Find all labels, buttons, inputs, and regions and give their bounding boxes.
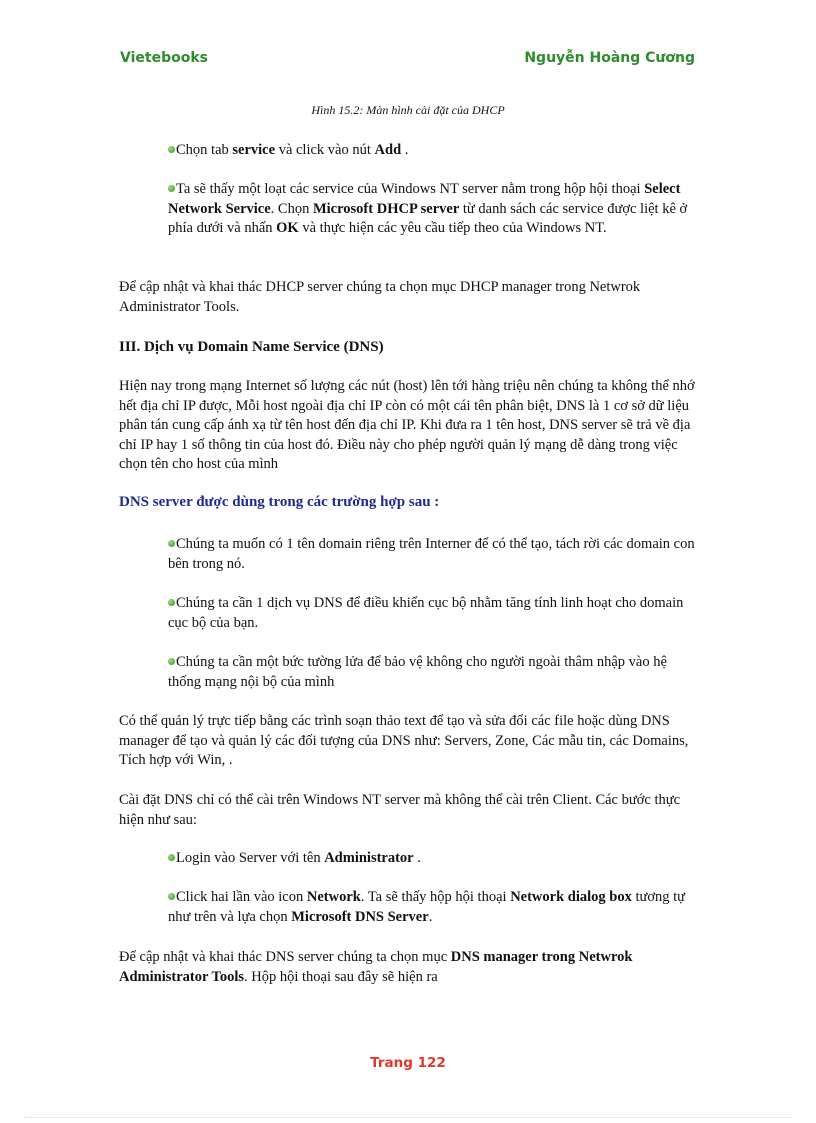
bullet-network: Click hai lần vào icon Network. Ta sẽ thấy hộp hội thoại Network dialog box tương tự như trên và lựa chọn Microsoft DNS Server.	[168, 889, 686, 925]
paragraph-dns-intro: Hiện nay trong mạng Internet số lượng các nút (host) lên tới hàng triệu nên chúng ta không thể nhớ hết địa chỉ IP được, Mỗi host ngoài địa chỉ IP còn có một cái tên phân biệt, DNS là 1 cơ sở dữ liệu phân tán cung cấp ánh xạ từ tên host đến địa chỉ IP. Khi đưa ra 1 tên host, DNS server sẽ trả về địa chỉ IP hay 1 số thông tin của host đó. Điều này cho phép người quản lý mạng dễ dàng trong việc chọn tên cho host của mình	[119, 378, 695, 473]
bullet-icon	[168, 540, 175, 547]
bullet-icon	[168, 146, 175, 153]
bullet-login: Login vào Server với tên Administrator .	[168, 849, 702, 869]
paragraph-dns-manage: Có thể quản lý trực tiếp bằng các trình soạn thảo text để tạo và sửa đổi các file hoặc dùng DNS manager để tạo và quản lý các đối tượng của DNS như: Servers, Zone, Các mẫu tin, các Domains, Tích hợp với Win, .	[119, 713, 689, 769]
bullet-select-service: Ta sẽ thấy một loạt các service của Windows NT server nằm trong hộp hội thoại Select Network Service. Chọn Microsoft DHCP server từ danh sách các service được liệt kê ở phía dưới và nhấn OK và thực hiện các yêu cầu tiếp theo của Windows NT.	[168, 181, 688, 237]
header-right: Nguyễn Hoàng Cương	[524, 50, 695, 66]
dns-item: Chúng ta muốn có 1 tên domain riêng trên Interner để có thể tạo, tách rời các domain con bên trong nó.	[168, 536, 695, 572]
paragraph-dns-manager: Để cập nhật và khai thác DNS server chúng ta chọn mục DNS manager trong Netwrok Administrator Tools. Hộp hội thoại sau đây sẽ hiện ra	[119, 949, 633, 985]
section-heading: III. Dịch vụ Domain Name Service (DNS)	[119, 339, 384, 355]
bottom-divider	[24, 1117, 792, 1118]
dns-usage-heading: DNS server được dùng trong các trường hợp sau :	[119, 494, 440, 510]
bullet-icon	[168, 599, 175, 606]
dns-item: Chúng ta cần 1 dịch vụ DNS để điều khiển cục bộ nhằm tăng tính linh hoạt cho domain cục bộ của bạn.	[168, 595, 684, 631]
paragraph-dhcp-manager: Để cập nhật và khai thác DHCP server chúng ta chọn mục DHCP manager trong Netwrok Administrator Tools.	[119, 279, 641, 315]
bullet-add-service: Chọn tab service và click vào nút Add .	[168, 141, 702, 161]
bullet-icon	[168, 658, 175, 665]
header-left: Vietebooks	[120, 50, 208, 66]
bullet-icon	[168, 185, 175, 192]
page-number: Trang 122	[370, 1055, 446, 1071]
dns-item: Chúng ta cần một bức tường lửa để bảo vệ không cho người ngoài thâm nhập vào hệ thống mạng nội bộ của mình	[168, 654, 667, 690]
bullet-icon	[168, 854, 175, 861]
figure-caption: Hình 15.2: Màn hình cài đặt của DHCP	[311, 103, 505, 117]
bullet-icon	[168, 893, 175, 900]
paragraph-dns-install: Cài đặt DNS chỉ có thể cài trên Windows NT server mà không thể cài trên Client. Các bước thực hiện như sau:	[119, 792, 681, 828]
